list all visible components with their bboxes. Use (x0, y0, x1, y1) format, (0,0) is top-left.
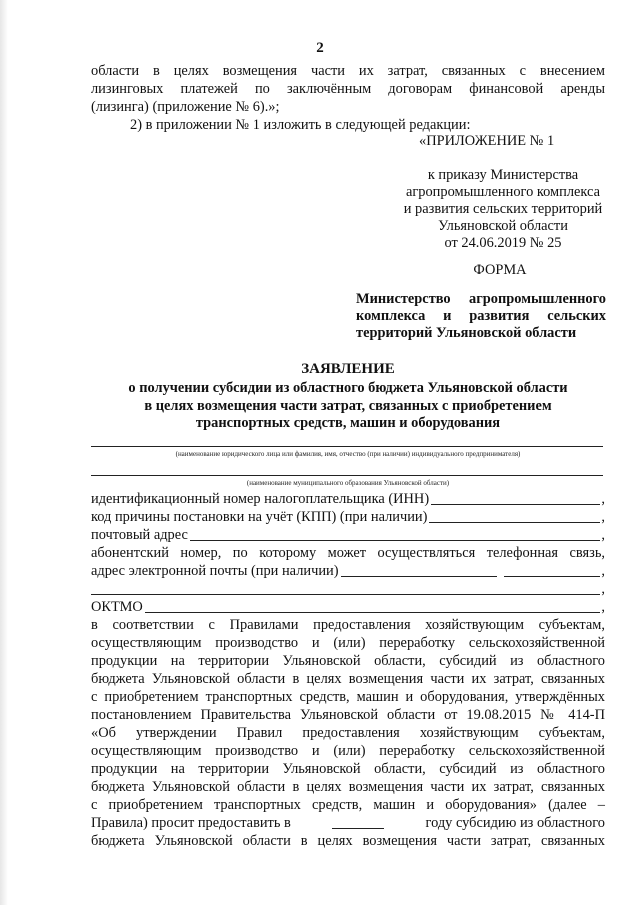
body-line-7: «Об утверждении Правил предоставления хозяйствующим субъектам, (91, 725, 605, 741)
body-line-4: бюджета Ульяновской области в целях возмещения части их затрат, связанных (91, 671, 605, 687)
request-before: Правила) просит предоставить в (91, 815, 291, 831)
body-line-1: в соответствии с Правилами предоставления хозяйствующим субъектам, (91, 617, 605, 633)
page-number: 2 (316, 40, 324, 56)
oktmo-comma: , (601, 599, 605, 615)
appendix-title: «ПРИЛОЖЕНИЕ № 1 (419, 133, 555, 149)
email-label: адрес электронной почты (при наличии) (91, 563, 339, 579)
inn-row (91, 491, 605, 508)
kpp-input[interactable] (429, 510, 600, 523)
appendix-line-3: и развития сельских территорий (403, 201, 603, 217)
form-label: ФОРМА (473, 262, 527, 278)
scan-edge-shadow (0, 0, 8, 905)
heading-line-2: в целях возмещения части затрат, связанных с приобретением (144, 398, 552, 414)
inn-label: идентификационный номер налогоплательщика (ИНН) (91, 491, 430, 507)
body-line-8: осуществляющим производство и (или) переработку сельскохозяйственной (91, 743, 605, 759)
oktmo-row (91, 599, 605, 616)
document-title: ЗАЯВЛЕНИЕ (301, 361, 395, 377)
oktmo-input[interactable] (145, 600, 601, 613)
municipality-line[interactable] (91, 475, 603, 476)
phone-label: абонентский номер, по которому может осуществляться телефонная связь, (91, 545, 605, 561)
extra-blank-row (91, 581, 605, 598)
intro-line-2: лизинговых платежей по заключённым договорам финансовой аренды (91, 81, 605, 97)
heading-line-1: о получении субсидии из областного бюджета Ульяновской области (128, 380, 568, 396)
email-input[interactable] (341, 564, 497, 577)
address-row (91, 527, 605, 544)
intro-line-1: области в целях возмещения части их затрат, связанных с внесением (91, 63, 605, 79)
heading-line-3: транспортных средств, машин и оборудования (195, 415, 501, 431)
year-input[interactable] (332, 816, 384, 829)
appendix-line-5: от 24.06.2019 № 25 (444, 235, 562, 251)
intro-line-4: 2) в приложении № 1 изложить в следующей редакции: (130, 117, 471, 133)
address-label: почтовый адрес (91, 527, 188, 543)
appendix-line-1: к приказу Министерства (427, 167, 579, 183)
extra-blank-input[interactable] (91, 582, 600, 595)
body-line-5: с приобретением транспортных средств, машин и оборудования, утверждённых (91, 689, 605, 705)
intro-line-3: (лизинга) (приложение № 6).»; (91, 99, 280, 115)
appendix-line-4: Ульяновской области (438, 218, 568, 234)
request-after: году субсидию из областного (425, 815, 605, 831)
applicant-caption: (наименование юридического лица или фамилия, имя, отчество (при наличии) индивидуального предпринимателя) (175, 450, 521, 458)
municipality-caption: (наименование муниципального образования Ульяновской области) (246, 479, 450, 487)
email-row (91, 563, 605, 580)
extra-blank-comma: , (601, 581, 605, 597)
address-comma: , (601, 527, 605, 543)
inn-input[interactable] (431, 492, 600, 505)
body-line-6: постановлением Правительства Ульяновской области от 19.08.2015 № 414-П (91, 707, 605, 723)
inn-comma: , (601, 491, 605, 507)
applicant-name-line[interactable] (91, 446, 603, 447)
appendix-line-2: агропромышленного комплекса (406, 184, 600, 200)
oktmo-label: ОКТМО (91, 599, 143, 615)
body-line-3: продукции на территории Ульяновской области, субсидий из областного (91, 653, 605, 669)
body-last-line: бюджета Ульяновской области в целях возмещения части затрат, связанных (91, 833, 605, 849)
body-line-11: с приобретением транспортных средств, машин и оборудования» (далее – (91, 797, 605, 813)
addressee-line-3: территорий Ульяновской области (356, 325, 577, 341)
addressee-line-2: комплекса и развития сельских (356, 308, 606, 324)
kpp-row (91, 509, 605, 526)
addressee-line-1: Министерство агропромышленного (356, 291, 606, 307)
body-line-10: бюджета Ульяновской области в целях возмещения части их затрат, связанных (91, 779, 605, 795)
kpp-comma: , (601, 509, 605, 525)
email-comma: , (601, 563, 605, 579)
body-line-2: осуществляющим производство и (или) переработку сельскохозяйственной (91, 635, 605, 651)
request-row (91, 815, 605, 832)
phone-input[interactable] (504, 564, 601, 577)
body-line-9: продукции на территории Ульяновской области, субсидий из областного (91, 761, 605, 777)
kpp-label: код причины постановки на учёт (КПП) (при наличии) (91, 509, 428, 525)
address-input[interactable] (190, 528, 601, 541)
